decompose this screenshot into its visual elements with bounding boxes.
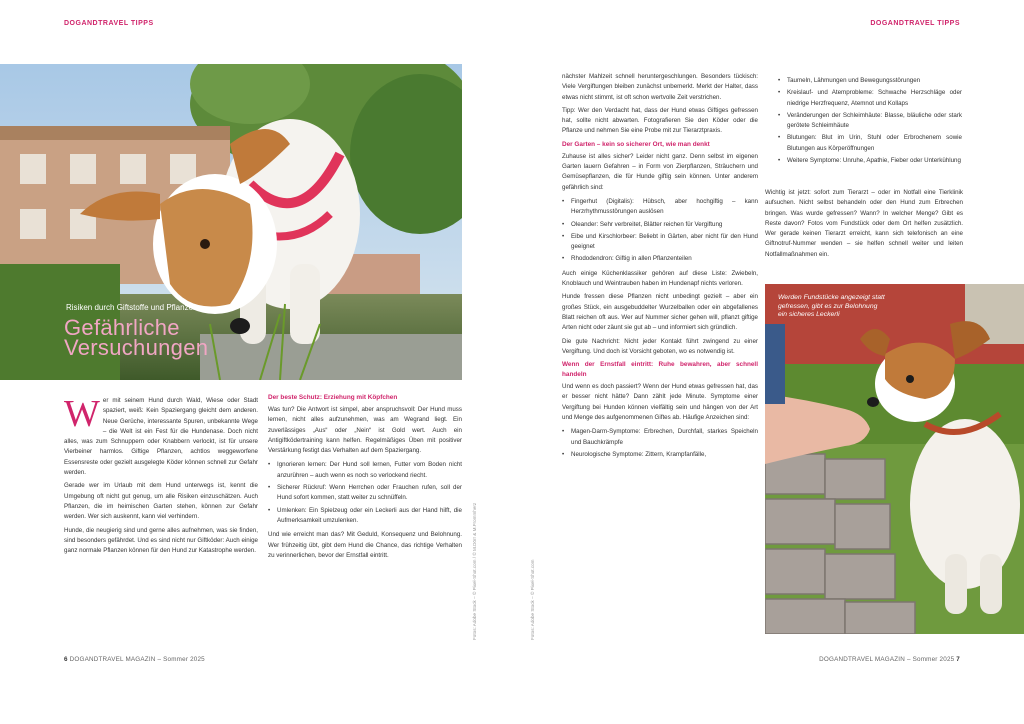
article-column-1: [64, 393, 258, 559]
col3-p7: Und wenn es doch passiert? Wenn der Hund etwas gefressen hat, das er besser nicht hätte? Dann zählt jede Minute. Symptome einer Vergiftung bei Hunden können vielfältig sein und hängen von der Art und Menge des aufgenommenen Giftes ab. Häufige Anzeichen sind:: [562, 383, 758, 422]
col3-p4: Auch einige Küchenklassiker gehören auf diese Liste: Zwiebeln, Knoblauch und Weintrauben haben im Hundenapf nichts verloren.: [562, 269, 758, 288]
headline-line-1: Gefährliche: [64, 315, 180, 340]
list-item: • Oleander: Sehr verbreitet, Blätter reichen für Vergiftung: [562, 220, 758, 230]
col3-p1: nächster Mahlzeit schnell heruntergeschlungen. Besonders tückisch: Viele Vergiftungen bleiben zunächst unbemerkt. Merkt der Halter, dass etwas nicht stimmt, ist oft schon wertvolle Zeit verstrichen.: [562, 73, 758, 101]
list-item: • Umlenken: Ein Spielzeug oder ein Leckerli aus der Hand hilft, die Aufmerksamkeit umzulenken.: [268, 506, 462, 527]
col3-p6: Die gute Nachricht: Nicht jeder Kontakt führt zwingend zu einer Vergiftung. Und doch ist Vorsicht geboten, wo es notwendig ist.: [562, 337, 758, 355]
page-number-right: 7: [956, 656, 960, 663]
list-item: • Fingerhut (Digitalis): Hübsch, aber hochgiftig – kann Herzrhythmusstörungen auslösen: [562, 197, 758, 218]
col1-p1: er mit seinem Hund durch Wald, Wiese oder Stadt spaziert, weiß: Kein Spaziergang gleicht dem anderen. Neue Gerüche, interessante Spuren, unbekannte Wege – die Welt ist ein Fest für die Hundenase. Doch nicht alles, was zum Schnuppern oder Knabbern verlockt, ist für unsere Vierbeiner harmlos. Giftige Pflanzen, achtlos weggeworfene Essensreste oder gezielt ausgelegte Köder können schnell zur Gefahr werden.: [64, 397, 258, 477]
list-item: • Sicherer Rückruf: Wenn Herrchen oder Frauchen rufen, soll der Hund sofort kommen, statt weiter zu schnüffeln.: [268, 483, 462, 504]
col2-p2: Und wie erreicht man das? Mit Geduld, Konsequenz und Belohnung. Wer frühzeitig übt, gibt dem Hund die Chance, das richtige Verhalten zu verinnerlichen, bevor der Ernstfall eintritt.: [268, 531, 462, 559]
running-head-right: DOGANDTRAVEL TIPPS: [870, 20, 960, 27]
col3-p2: Tipp: Wer den Verdacht hat, dass der Hund etwas Giftiges gefressen hat, sollte nicht abwarten. Fotografieren Sie den Köder oder die Pflanze und nehmen Sie eine Probe mit zur Tierarztpraxis.: [562, 106, 758, 135]
article-column-2: [268, 390, 462, 564]
symptoms-list-continued: [778, 76, 962, 166]
page-number-left: 6: [64, 656, 68, 663]
headline-line-2: Versuchungen: [64, 335, 209, 360]
training-list: [268, 460, 462, 526]
photo-caption: Werden Fundstücke angezeigt statt gefressen, gibt es zur Belohnung ein sicheres Leckerli: [778, 294, 885, 318]
list-item: • Neurologische Symptome: Zittern, Krampfanfälle,: [562, 450, 758, 460]
magazine-name-right: DOGANDTRAVEL MAGAZIN – Sommer 2025: [819, 656, 955, 663]
page-footer-right: [819, 656, 960, 663]
symptoms-list: [562, 427, 758, 460]
magazine-name-left: DOGANDTRAVEL MAGAZIN – Sommer 2025: [69, 656, 205, 663]
photo-dog-treat: [765, 284, 1024, 634]
page-footer-left: [64, 656, 205, 663]
col3-p3: Zuhause ist alles sicher? Leider nicht ganz. Denn selbst im eigenen Garten lauern Gefahren – in Form von Zierpflanzen, Sträuchern und Gemüsepflanzen, die für Hunde giftig sein können. Unter anderem gefährlich sind:: [562, 152, 758, 191]
drop-cap: W: [64, 393, 100, 435]
toxic-plants-list: [562, 197, 758, 265]
article-column-4-continued: [765, 188, 963, 263]
col3-p5: Hunde fressen diese Pflanzen nicht unbedingt gezielt – aber ein großes Stück, ein ausgebuddelter Wurzelballen oder ein abgefallenes Blatt reichen oft aus. Wer auf Nummer sicher gehen will, pflanzt giftige Arten nicht oder zäunt sie gut ab – und informiert sich gründlich.: [562, 293, 758, 332]
article-column-4: [778, 72, 962, 170]
list-item: • Weitere Symptome: Unruhe, Apathie, Fieber oder Unterkühlung: [778, 156, 962, 166]
hero-kicker: Risiken durch Giftstoffe und Pflanzen: [66, 303, 198, 312]
list-item: • Eibe und Kirschlorbeer: Beliebt in Gärten, aber nicht für den Hund geeignet: [562, 232, 758, 253]
col1-p3: Hunde, die neugierig sind und gerne alles aufnehmen, was sie finden, sind besonders gefährdet. Und es sind nicht nur Giftköder: Auch einige ganz normale Pflanzen können für den Hund zur Katastrophe werden.: [64, 526, 258, 555]
list-item: • Taumeln, Lähmungen und Bewegungsstörungen: [778, 76, 962, 86]
list-item: • Magen-Darm-Symptome: Erbrechen, Durchfall, starkes Speicheln und Bauchkrämpfe: [562, 427, 758, 448]
list-item: • Rhododendron: Giftig in allen Pflanzenteilen: [562, 254, 758, 264]
col2-p1: Was tun? Die Antwort ist simpel, aber anspruchsvoll: Der Hund muss lernen, nicht alles aufzunehmen, was am Wegrand liegt. Ein zuverlässiges „Aus“ oder „Nein“ ist Gold wert. Auch ein Antigiftködertraining kann helfen. Regelmäßiges Üben mit positiver Verstärkung festigt das Verhalten auf dem Spaziergang.: [268, 406, 462, 455]
article-headline: [64, 315, 209, 360]
list-item: • Ignorieren lernen: Der Hund soll lernen, Futter vom Boden nicht anzurühren – auch wenn es noch so verlockend riecht.: [268, 460, 462, 481]
list-item: • Kreislauf- und Atemprobleme: Schwache Herzschläge oder niedrige Herzfrequenz, Atemnot und Kollaps: [778, 88, 962, 109]
photo-credit-left: Fotos: Adobe Stock – © Pixel-Shot.com / © M.Dörr & M.Frommherz: [472, 502, 477, 640]
list-item: • Veränderungen der Schleimhäute: Blasse, bläuliche oder stark gerötete Schleimhäute: [778, 111, 962, 132]
col4-p1: Wichtig ist jetzt: sofort zum Tierarzt – oder im Notfall eine Tierklinik aufsuchen. Nicht selbst behandeln oder den Hund zum Erbrechen bringen. Was wurde gefressen? Wann? In welcher Menge? Gibt es Reste davon? Fotos vom Fundstück oder dem Ort helfen zusätzlich. Wer gerade keinen Tierarzt erreicht, kann sich telefonisch an eine Giftnotruf-Nummer wenden – sie helfen schnell weiter und leiten Notfallmaßnahmen ein.: [765, 189, 963, 258]
photo-credit-right: Fotos: Adobe Stock – © Pixel-Shot.com: [530, 559, 535, 640]
section-heading-garden: Der Garten – kein so sicherer Ort, wie man denkt: [562, 140, 710, 148]
section-heading-emergency: Wenn der Ernstfall eintritt: Ruhe bewahren, aber schnell handeln: [562, 361, 758, 379]
section-heading-training: Der beste Schutz: Erziehung mit Köpfchen: [268, 394, 398, 401]
col1-p2: Gerade wer im Urlaub mit dem Hund unterwegs ist, kennt die Umgebung oft nicht gut genug, um alle Risiken einzuschätzen. Auch Pflanzen, die im heimischen Garten stehen, können zur Gefahr werden. Wer sich auskennt, kann viel verhindern.: [64, 482, 258, 521]
list-item: • Blutungen: Blut im Urin, Stuhl oder Erbrochenem sowie Blutungen aus Körperöffnungen: [778, 133, 962, 154]
article-column-3: [562, 72, 758, 464]
intro-paragraph: [64, 393, 258, 478]
running-head-left: DOGANDTRAVEL TIPPS: [64, 20, 154, 27]
